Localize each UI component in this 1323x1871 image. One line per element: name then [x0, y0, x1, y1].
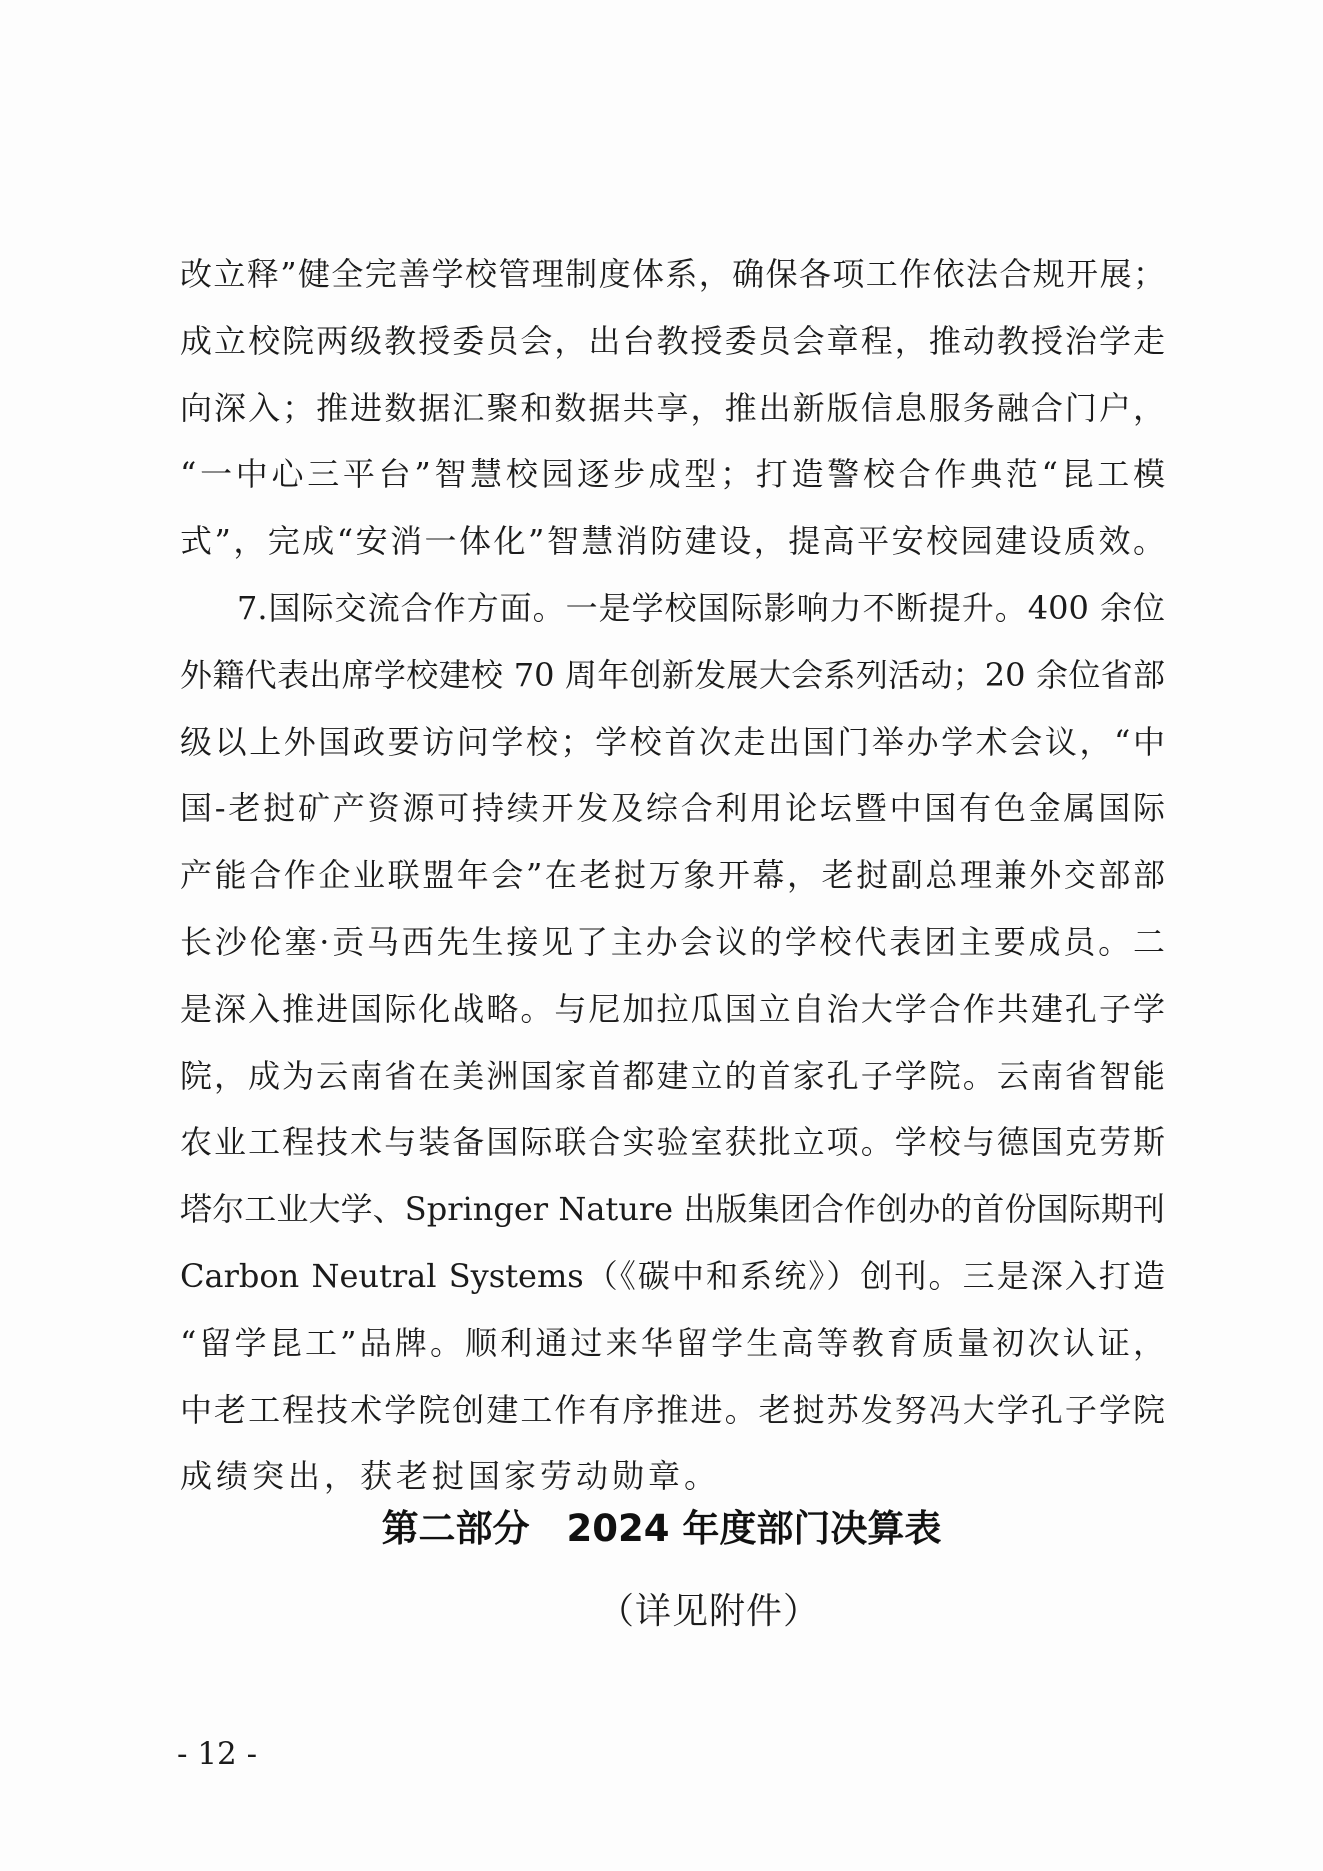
attachment-note: （详见附件） [598, 1591, 821, 1632]
body-line: 院，成为云南省在美洲国家首都建立的首家孔子学院。云南省智能 [180, 1056, 1165, 1095]
body-line: 改立释”健全完善学校管理制度体系，确保各项工作依法合规开展； [180, 255, 1165, 293]
body-line: 外籍代表出席学校建校 70 周年创新发展大会系列活动；20 余位省部 [180, 655, 1165, 694]
body-line: 向深入；推进数据汇聚和数据共享，推出新版信息服务融合门户， [180, 388, 1165, 427]
body-line: 7.国际交流合作方面。一是学校国际影响力不断提升。400 余位 [237, 588, 1165, 627]
body-line: 塔尔工业大学、Springer Nature 出版集团合作创办的首份国际期刊 [180, 1190, 1165, 1229]
body-line: 农业工程技术与装备国际联合实验室获批立项。学校与德国克劳斯 [180, 1123, 1165, 1162]
body-line: “一中心三平台”智慧校园逐步成型；打造警校合作典范“昆工模 [180, 455, 1165, 494]
body-line: 国-老挝矿产资源可持续开发及综合利用论坛暨中国有色金属国际 [180, 789, 1165, 828]
body-line: “留学昆工”品牌。顺利通过来华留学生高等教育质量初次认证， [180, 1323, 1165, 1362]
body-line: 级以上外国政要访问学校；学校首次走出国门举办学术会议，“中 [180, 722, 1165, 761]
page-number: - 12 - [177, 1736, 258, 1772]
body-line: 是深入推进国际化战略。与尼加拉瓜国立自治大学合作共建孔子学 [180, 989, 1165, 1028]
body-line: 长沙伦塞·贡马西先生接见了主办会议的学校代表团主要成员。二 [180, 922, 1165, 961]
body-line: 成立校院两级教授委员会，出台教授委员会章程，推动教授治学走 [180, 321, 1165, 360]
body-paragraphs [180, 241, 1165, 1510]
body-line: 成绩突出，获老挝国家劳动勋章。 [180, 1457, 721, 1496]
section-heading: 第二部分 2024 年度部门决算表 [381, 1507, 942, 1550]
body-line: 产能合作企业联盟年会”在老挝万象开幕，老挝副总理兼外交部部 [180, 856, 1165, 895]
body-line: 式”，完成“安消一体化”智慧消防建设，提高平安校园建设质效。 [180, 522, 1165, 561]
body-line: 中老工程技术学院创建工作有序推进。老挝苏发努冯大学孔子学院 [180, 1390, 1165, 1429]
body-line: Carbon Neutral Systems（《碳中和系统》）创刊。三是深入打造 [180, 1256, 1165, 1295]
